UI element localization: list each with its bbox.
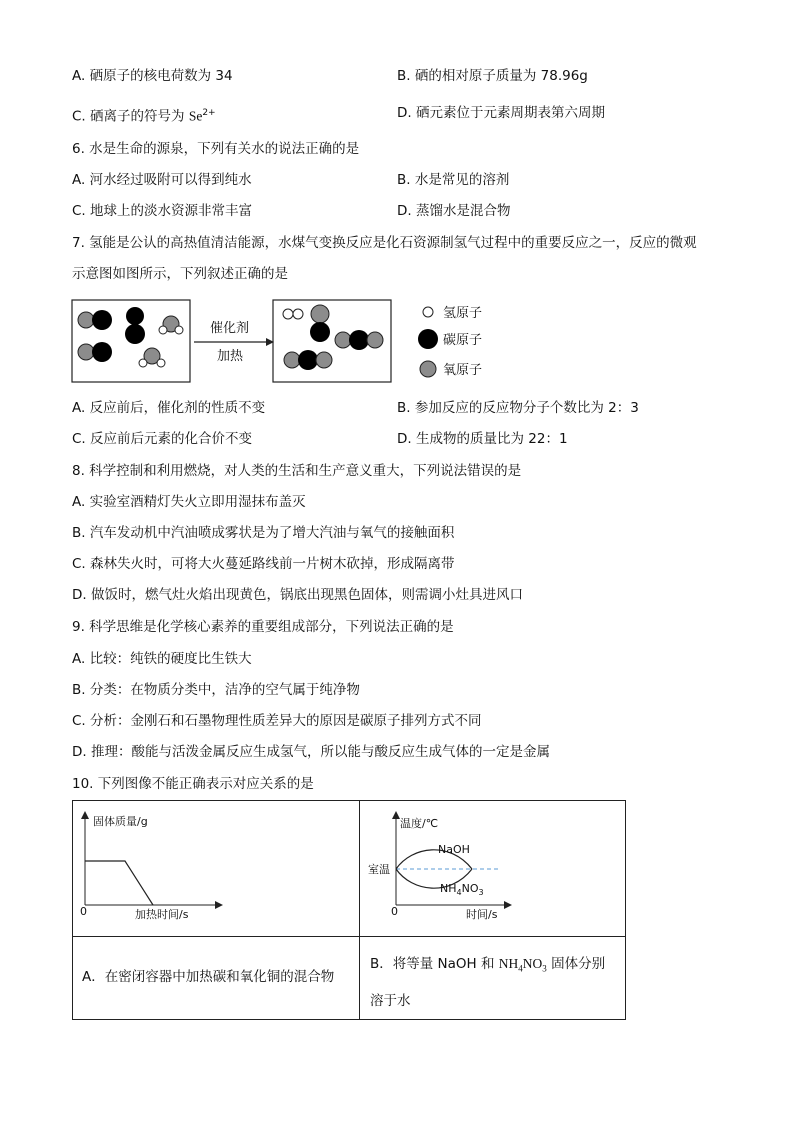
graph-b <box>360 801 625 936</box>
q7-option-c: C. 反应前后元素的化合价不变 <box>72 431 253 447</box>
graph-b-nh4no3-label: $NH_4NO_3$ <box>440 882 484 897</box>
q9-stem: 9. 科学思维是化学核心素养的重要组成部分，下列说法正确的是 <box>72 619 454 635</box>
co2-molecule <box>335 330 383 350</box>
graph-a-xlabel: 加热时间/s <box>135 908 189 921</box>
q7-stem-line2: 示意图如图所示，下列叙述正确的是 <box>72 266 288 282</box>
selenium-symbol: Se <box>188 108 203 124</box>
q6-option-d: D. 蒸馏水是混合物 <box>397 203 511 219</box>
hydrogen-legend-label: 氢原子 <box>443 306 483 321</box>
q9-option-b: B. 分类：在物质分类中，洁净的空气属于纯净物 <box>72 682 360 698</box>
carbon-atom <box>125 324 145 344</box>
hydrogen-legend-icon <box>423 307 433 317</box>
heating-label: 加热 <box>217 349 244 364</box>
oxygen-legend-label: 氧原子 <box>443 363 483 378</box>
q10-option-b-prefix: B．将等量 NaOH 和 <box>370 956 499 972</box>
q6-option-b: B. 水是常见的溶剂 <box>397 172 510 188</box>
q6-option-c: C. 地球上的淡水资源非常丰富 <box>72 203 253 219</box>
q5-option-d: D. 硒元素位于元素周期表第六周期 <box>397 105 605 121</box>
q6-stem: 6. 水是生命的源泉，下列有关水的说法正确的是 <box>72 141 360 157</box>
h2o-molecule <box>139 348 165 367</box>
oxygen-legend-icon <box>420 361 436 377</box>
q9-option-c: C. 分析：金刚石和石墨物理性质差异大的原因是碳原子排列方式不同 <box>72 713 482 729</box>
q5-option-b: B. 硒的相对原子质量为 78.96g <box>397 68 588 84</box>
carbon-legend-icon <box>418 329 438 349</box>
q5-option-a: A. 硒原子的核电荷数为 34 <box>72 68 233 84</box>
q5-option-c <box>72 104 216 126</box>
graph-a-ylabel: 固体质量/g <box>93 815 148 828</box>
q9-option-a: A. 比较：纯铁的硬度比生铁大 <box>72 651 252 667</box>
graph-b-room-temp-label: 室温 <box>368 863 390 876</box>
carbon-legend-label: 碳原子 <box>443 333 483 348</box>
carbon-atom <box>310 322 330 342</box>
graph-a-curve <box>85 861 153 905</box>
q7-option-d: D. 生成物的质量比为 22：1 <box>397 431 568 447</box>
q7-option-a: A. 反应前后，催化剂的性质不变 <box>72 400 266 416</box>
q10-options-table <box>72 800 626 1020</box>
q8-option-c: C. 森林失火时，可将大火蔓延路线前一片树木砍掉，形成隔离带 <box>72 556 455 572</box>
table-divider-horizontal <box>73 936 625 937</box>
carbon-atom <box>126 307 144 325</box>
graph-b-xlabel: 时间/s <box>466 908 498 921</box>
q8-option-a: A. 实验室酒精灯失火立即用湿抹布盖灭 <box>72 494 306 510</box>
q10-option-b-suffix: 固体分别 <box>546 956 606 972</box>
co-molecule <box>78 310 112 330</box>
graph-a <box>73 801 359 936</box>
q8-option-b: B. 汽车发动机中汽油喷成雾状是为了增大汽油与氧气的接触面积 <box>72 525 455 541</box>
co-molecule <box>78 342 112 362</box>
q9-option-d: D. 推理：酸能与活泼金属反应生成氢气，所以能与酸反应生成气体的一定是金属 <box>72 744 550 760</box>
graph-a-origin: 0 <box>80 905 87 918</box>
graph-b-naoh-label: NaOH <box>438 843 470 856</box>
graph-b-origin: 0 <box>391 905 398 918</box>
q7-stem-line1: 7. 氢能是公认的高热值清洁能源，水煤气变换反应是化石资源制氢气过程中的重要反应之一，反应的微观 <box>72 235 697 251</box>
graph-b-ylabel: 温度/℃ <box>400 817 439 830</box>
catalyst-label: 催化剂 <box>210 321 250 336</box>
h2o-molecule <box>159 316 183 334</box>
q5-option-c-text: C. 硒离子的符号为 <box>72 108 189 125</box>
graph-b-nh4no3-curve <box>396 869 472 888</box>
selenium-charge: 2+ <box>202 108 216 118</box>
q10-option-b-text-line2: 溶于水 <box>370 993 411 1009</box>
q10-stem: 10. 下列图像不能正确表示对应关系的是 <box>72 776 314 792</box>
q8-stem: 8. 科学控制和利用燃烧，对人类的生活和生产意义重大，下列说法错误的是 <box>72 463 522 479</box>
q10-option-a-text: A．在密闭容器中加热碳和氧化铜的混合物 <box>82 969 335 985</box>
h2-molecule <box>283 309 303 319</box>
nh4no3-formula: $NH_4NO_3$ <box>498 956 547 974</box>
oxygen-atom <box>311 305 329 323</box>
co2-molecule <box>284 350 332 370</box>
q8-option-d: D. 做饭时，燃气灶火焰出现黄色，锅底出现黑色固体，则需调小灶具进风口 <box>72 587 523 603</box>
q7-option-b: B. 参加反应的反应物分子个数比为 2：3 <box>397 400 639 416</box>
q6-option-a: A. 河水经过吸附可以得到纯水 <box>72 172 252 188</box>
q7-reaction-diagram <box>70 296 500 388</box>
